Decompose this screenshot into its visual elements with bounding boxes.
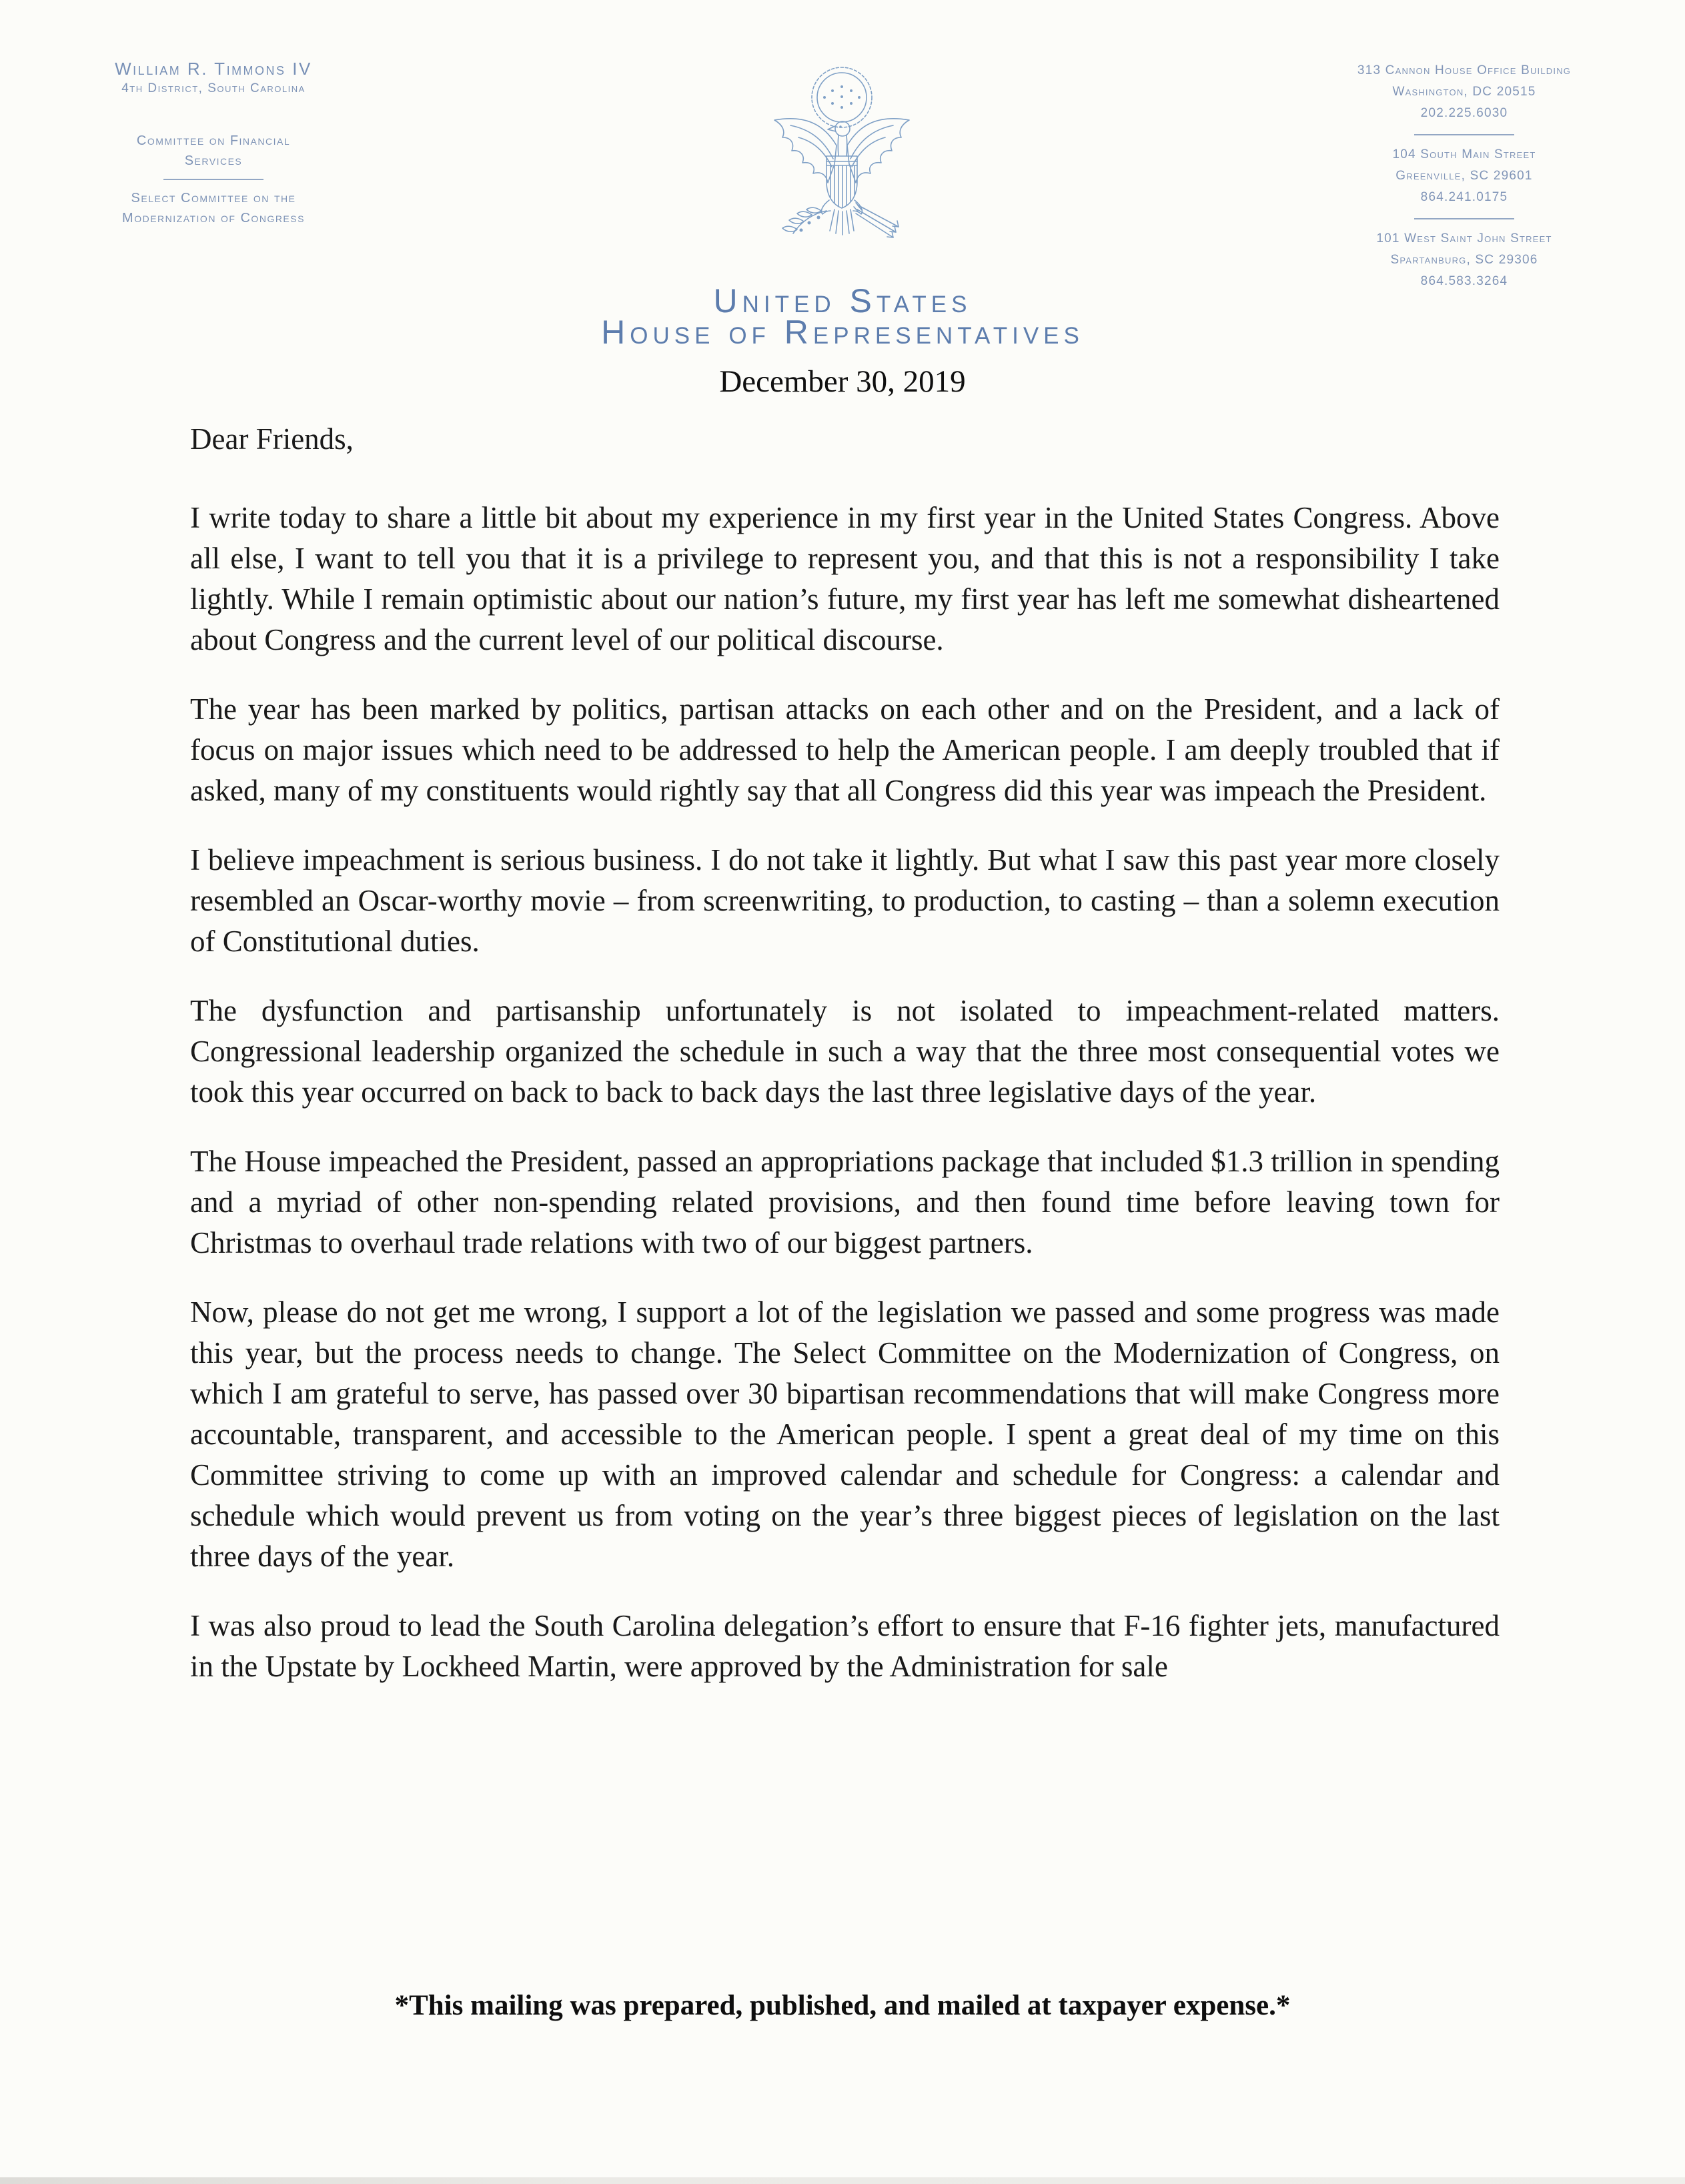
office-address: [1307, 134, 1621, 208]
letter-paragraph: The dysfunction and partisanship unfortunately is not isolated to impeachment-related matters. Congressional leadership organized the schedule in such a way that the three most consequential votes we took this year occurred on back to back to back days the last three legislative days of the year.: [190, 994, 1500, 1109]
text-line: Committee on Financial: [136, 133, 291, 148]
letter-body: [190, 419, 1500, 1716]
text-line: Spartanburg, SC 29306: [1390, 253, 1538, 267]
org-title-line2: House of Representatives: [601, 314, 1084, 351]
member-name: William R. Timmons IV: [115, 59, 312, 79]
office-address-block: [1307, 60, 1621, 292]
committee-list: [72, 131, 355, 228]
org-title-line1: United States: [713, 282, 972, 320]
member-district: 4th District, South Carolina: [121, 81, 306, 95]
salutation: Dear Friends,: [190, 422, 354, 456]
org-title: [467, 282, 1218, 351]
committee-assignment: [72, 131, 355, 171]
text-line: 313 Cannon House Office Building: [1357, 63, 1572, 77]
office-address: [1307, 60, 1621, 124]
text-line: 864.241.0175: [1420, 190, 1508, 204]
committee-assignment: [72, 179, 355, 228]
letter-paragraph: The year has been marked by politics, partisan attacks on each other and on the President, and a lack of focus on major issues which need to be addressed to help the American people. I am deeply troubled that if asked, many of my constituents would rightly say that all Congress did this year was impeach the President.: [190, 692, 1500, 807]
letter-paragraph: Now, please do not get me wrong, I support a lot of the legislation we passed and some progress was made this year, but the process needs to change. The Select Committee on the Modernization of Congress, on which I am grateful to serve, has passed over 30 bipartisan recommendations that will make Congress more accountable, transparent, and accessible to the American people. I spent a great deal of my time on this Committee striving to come up with an improved calendar and schedule for Congress: a calendar and schedule which would prevent us from voting on the year’s three biggest pieces of legislation on the last three days of the year.: [190, 1295, 1500, 1573]
member-info-block: [72, 57, 355, 228]
text-line: Washington, DC 20515: [1392, 85, 1536, 99]
letter-paragraph: I was also proud to lead the South Carolina delegation’s effort to ensure that F-16 fighter jets, manufactured in the Upstate by Lockheed Martin, were approved by the Administration for sale: [190, 1609, 1500, 1683]
scan-edge-artifact: [0, 2177, 1685, 2184]
text-line: 104 South Main Street: [1392, 147, 1536, 161]
letter-paragraph: I believe impeachment is serious business. I do not take it lightly. But what I saw this past year more closely resembled an Oscar-worthy movie – from screenwriting, to production, to casting – than a solemn execution of Constitutional duties.: [190, 843, 1500, 958]
text-line: Select Committee on the: [131, 191, 296, 205]
text-line: Modernization of Congress: [122, 211, 305, 225]
text-line: Greenville, SC 29601: [1395, 169, 1533, 183]
great-seal-icon: [760, 59, 924, 244]
letter-paragraph: I write today to share a little bit about my experience in my first year in the United States Congress. Above all else, I want to tell you that it is a privilege to represent you, and that this is not a responsibility I take lightly. While I remain optimistic about our nation’s future, my first year has left me somewhat disheartened about Congress and the current level of our political discourse.: [190, 501, 1500, 656]
text-line: 101 West Saint John Street: [1376, 231, 1552, 245]
office-address: [1307, 218, 1621, 292]
letter-paragraph: The House impeached the President, passed an appropriations package that included $1.3 trillion in spending and a myriad of other non-spending related provisions, and then found time before leaving town for Christmas to overhaul trade relations with two of our biggest partners.: [190, 1145, 1500, 1259]
text-line: 864.583.3264: [1420, 274, 1508, 288]
text-line: Services: [184, 153, 243, 168]
text-line: 202.225.6030: [1420, 106, 1508, 120]
taxpayer-disclaimer: *This mailing was prepared, published, and mailed at taxpayer expense.*: [394, 1990, 1291, 2021]
letter-date: December 30, 2019: [719, 364, 966, 399]
